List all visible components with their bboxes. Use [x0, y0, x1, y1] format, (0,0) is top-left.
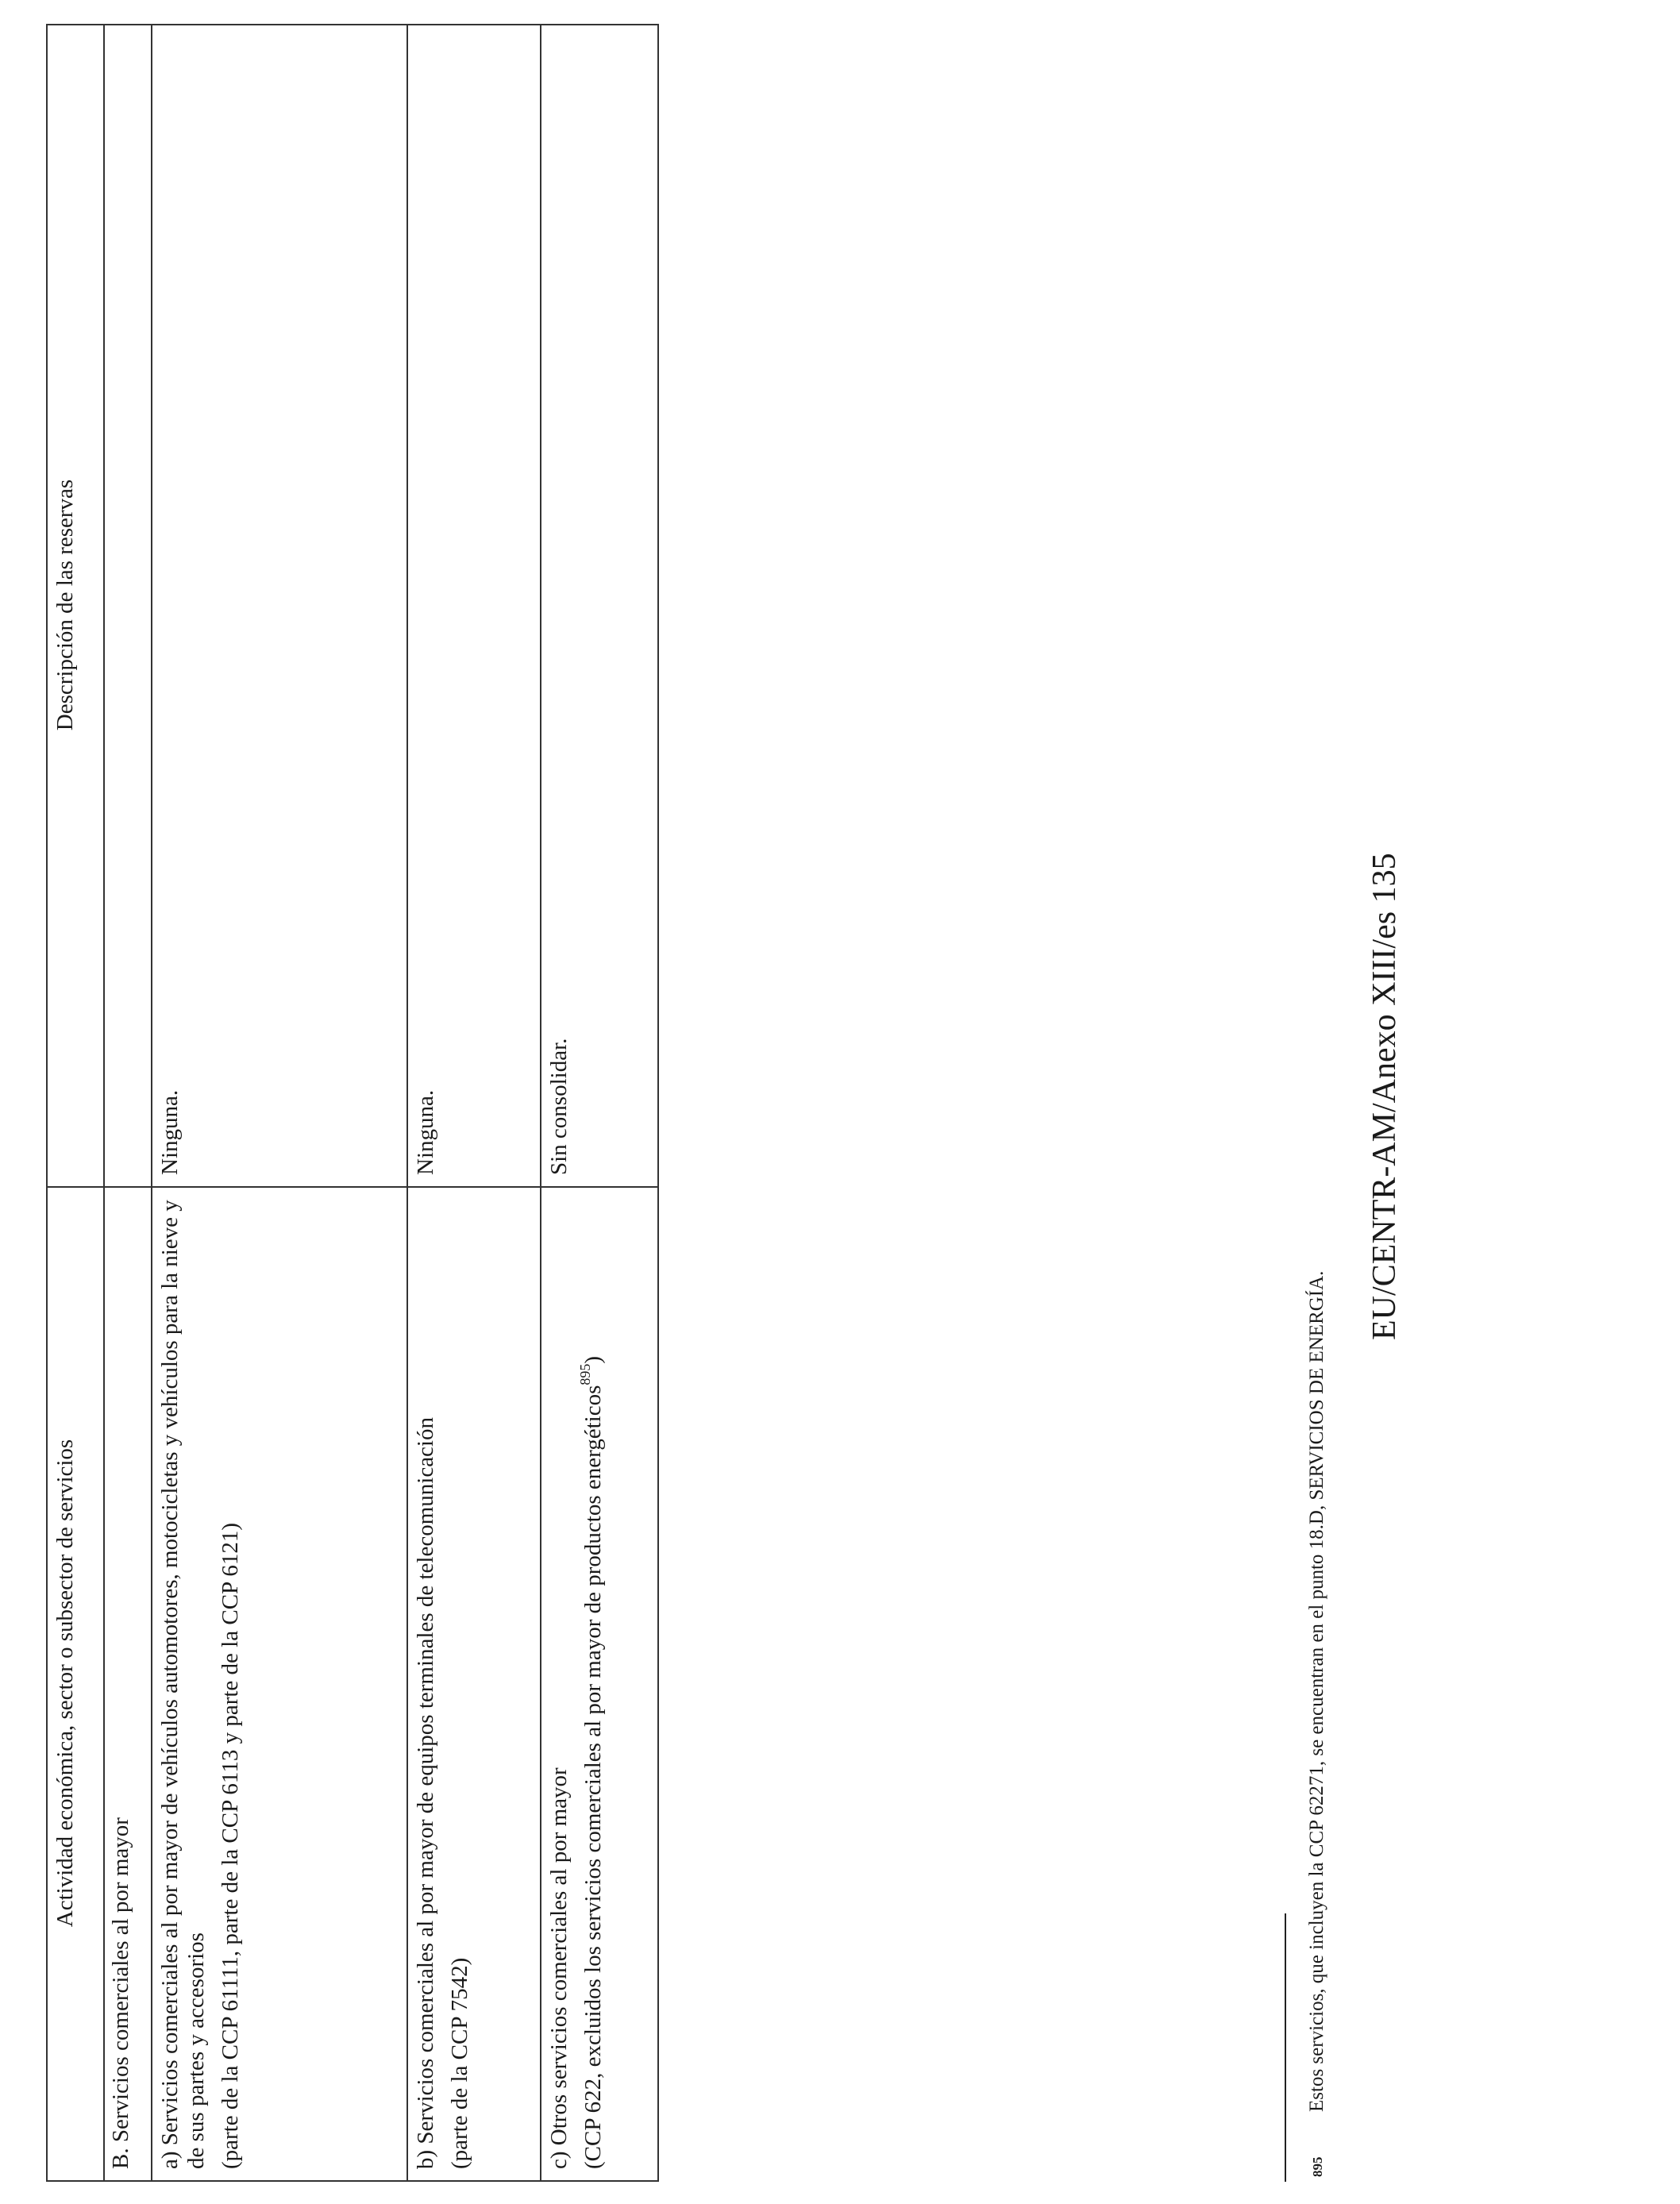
reservations-table	[46, 24, 659, 2182]
table-header-row	[47, 25, 104, 2181]
description-cell: Sin consolidar.	[541, 25, 658, 1187]
footnote-number: 895	[1310, 2156, 1325, 2177]
activity-cell	[541, 1187, 658, 2181]
table-row	[407, 25, 541, 2181]
activity-cell	[152, 1187, 407, 2181]
activity-cell	[407, 1187, 541, 2181]
ccp-reference: (parte de la CCP 7542)	[446, 1957, 472, 2169]
activity-text: b) Servicios comerciales al por mayor de equipos terminales de telecomunicación	[413, 1417, 438, 2169]
footnote-marker[interactable]: 895	[577, 1363, 594, 1385]
header-activity: Actividad económica, sector o subsector de servicios	[47, 1187, 104, 2181]
footnote-text: Estos servicios, que incluyen la CCP 62271, se encuentran en el punto 18.D, SERVICIOS DE ENERGÍA.	[1306, 1270, 1327, 2112]
activity-text: c) Otros servicios comerciales al por mayor	[546, 1767, 572, 2169]
header-description: Descripción de las reservas	[47, 25, 104, 1187]
page-reference: EU/CENTR-AM/Anexo XIII/es 135	[1366, 853, 1403, 1340]
activity-text: a) Servicios comerciales al por mayor de vehículos automotores, motocicletas y vehículos para la nieve y de sus partes y accesorios	[157, 1200, 209, 2169]
description-cell: Ninguna.	[152, 25, 407, 1187]
section-blank-cell	[104, 25, 152, 1187]
table-row	[152, 25, 407, 2181]
section-title: B. Servicios comerciales al por mayor	[104, 1187, 152, 2181]
footnote-separator	[1285, 1913, 1286, 2182]
description-cell: Ninguna.	[407, 25, 541, 1187]
ccp-reference: (parte de la CCP 61111, parte de la CCP 6113 y parte de la CCP 6121)	[217, 1523, 243, 2169]
ccp-reference-close: )	[580, 1355, 606, 1364]
section-row	[104, 25, 152, 2181]
ccp-reference-text: (CCP 622, excluidos los servicios comerciales al por mayor de productos energéticos	[580, 1385, 606, 2169]
ccp-reference	[577, 1197, 607, 2169]
table-row	[541, 25, 658, 2181]
